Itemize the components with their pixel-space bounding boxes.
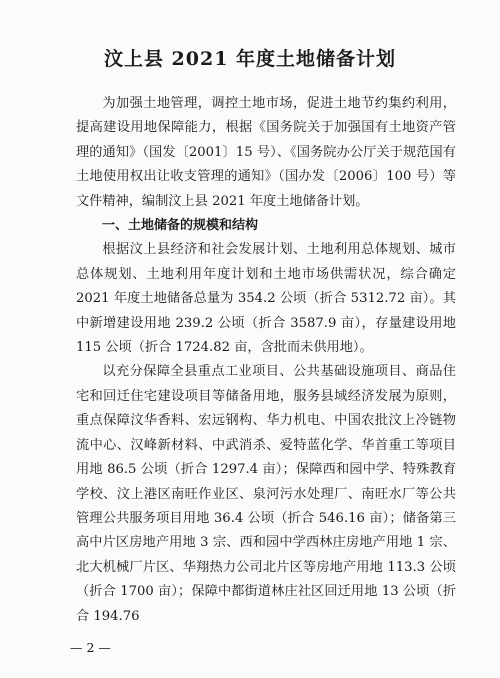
section-heading: 一、土地储备的规模和结构: [102, 218, 259, 234]
paragraph-intro: 为加强土地管理，调控土地市场，促进土地节约集约利用，提高建设用地保障能力，根据《国务院关于加强国有土地资产管理的通知》（国发〔2001〕15 号）、《国务院办公厅关于规范国有土地使用权出让收支管理的通知》（国办发〔2006〕100 号）等文件精神，编制汶上县 2021 年度土地储备计划。: [76, 96, 456, 209]
document-body: [76, 92, 456, 629]
document-title: 汶上县 2021 年度土地储备计划: [103, 48, 397, 70]
page-number: — 2 —: [70, 640, 111, 655]
paragraph-scale: 根据汶上县经济和社会发展计划、土地利用总体规划、城市总体规划、土地利用年度计划和土地市场供需状况，综合确定 2021 年度土地储备总量为 354.2 公顷（折合 5312.72 亩）。其中新增建设用地 239.2 公顷（折合 3587.9 亩），存量建设用地 115 公顷（折合 1724.82 亩，含批而未供用地）。: [76, 242, 456, 356]
paragraph-projects: 以充分保障全县重点工业项目、公共基础设施项目、商品住宅和回迁住宅建设项目等储备用地，服务县域经济发展为原则，重点保障汶华香料、宏远钢构、华力机电、中国农批汶上冷链物流中心、汉峰新材料、中武消杀、爱特蓝化学、华首重工等项目用地 86.5 公顷（折合 1297.4 亩）；保障西和园中学、特殊教育学校、汶上港区南旺作业区、泉河污水处理厂、南旺水厂等公共管理公共服务项目用地 36.4 公顷（折合 546.16 亩）；储备第三高中片区房地产用地 3 宗、西和园中学西林庄房地产用地 1 宗、北大机械厂片区、华翔热力公司北片区等房地产用地 113.3 公顷（折合 1700 亩）；保障中都街道林庄社区回迁用地 13 公顷（折合 194.76: [76, 364, 456, 624]
